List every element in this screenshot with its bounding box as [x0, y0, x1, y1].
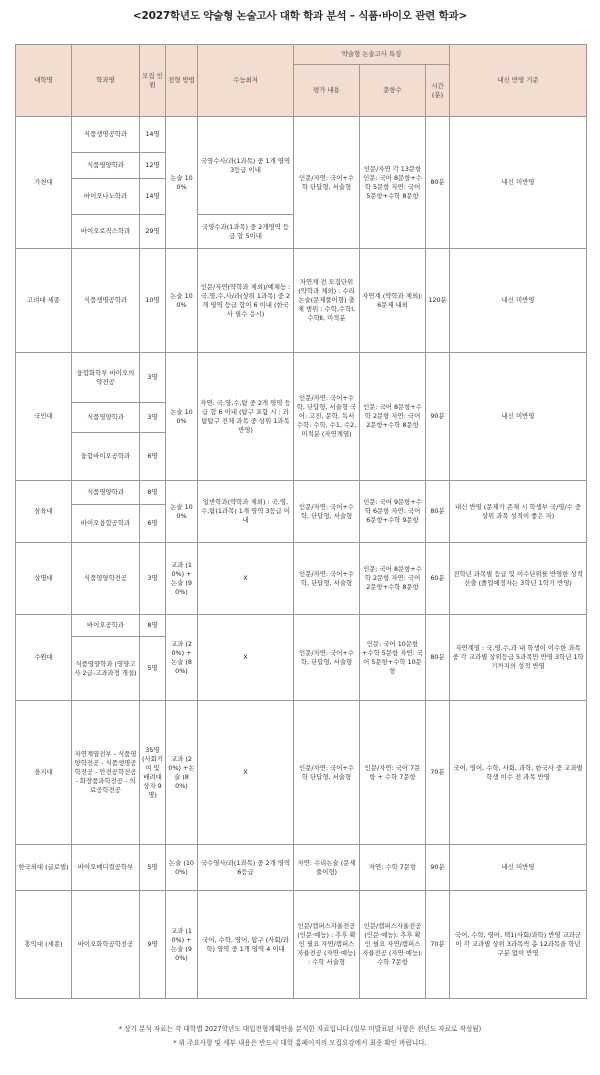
dept-name: 식품영양학과 — [72, 153, 140, 179]
eval: 인문/자연: 국어+수학, 단답형, 서술형 국어: 고전, 문학, 독서 수학: 수학, 수1, 수2, 미적분 (자연계열) — [294, 353, 360, 481]
dept-quota: 5명 — [140, 637, 166, 701]
dept-quota: 8명 — [140, 615, 166, 637]
method: 논술 (100%) — [166, 845, 198, 891]
dept-name: 바이오로직스학과 — [72, 215, 140, 249]
univ-name: 수원대 — [16, 615, 72, 701]
csat: 국수영사/과(1과목) 중 2개 영역 6등급 — [198, 845, 294, 891]
table-row — [16, 481, 587, 505]
eval: 인문/자연: 국어+수학, 단답형, 서술형 — [294, 481, 360, 543]
method: 논술 100% — [166, 353, 198, 481]
eval: 인문/캠퍼스자율전공 (인문·예능) : 추후 확인 필요 자연/캠퍼스자율전공 (자연·예능) : 수학 서술형 — [294, 891, 360, 999]
univ-name: 홍익대 (세종) — [16, 891, 72, 999]
dept-name: 융합바이오공학과 — [72, 433, 140, 481]
dept-quota: 6명 — [140, 505, 166, 543]
footnote: * 상기 분석 자료는 각 대학별 2027학년도 대입전형계획안을 분석한 자료입니다.(일부 미발표된 사항은 전년도 자료로 작성됨) — [118, 1025, 482, 1033]
dept-name: 바이오화학공학전공 — [72, 891, 140, 999]
method: 교과 (10%) + 논술 (90%) — [166, 891, 198, 999]
csat: 인문/자연(약학과 제외)/예체능 : 국,영,수,사/과(상위 1과목) 중 2개 영역 등급 합이 6 이내 (한국사 필수 응시) — [198, 249, 294, 353]
dept-quota: 10명 — [140, 249, 166, 353]
csat: X — [198, 543, 294, 615]
method: 논술 100% — [166, 481, 198, 543]
dept-quota: 5명 — [140, 845, 166, 891]
univ-name: 국민대 — [16, 353, 72, 481]
header-eval: 평가 내용 — [294, 65, 360, 117]
questions: 인문: 국어 8문항+수학 2문항 자연: 국어 2문항+수학 8문항 — [360, 353, 426, 481]
table-row — [16, 117, 587, 153]
header-dept: 학과명 — [72, 45, 140, 117]
dept-name: 바이오융합공학과 — [72, 505, 140, 543]
time: 80분 — [426, 117, 450, 249]
dept-name: 바이오메디컬공학부 — [72, 845, 140, 891]
questions: 인문/자연: 국어 7문항 + 수학 7문항 — [360, 701, 426, 845]
csat: 국영수과(1과목) 중 2개영역 등급 합 5이내 — [198, 215, 294, 249]
method: 교과 (20%) +논술 (80%) — [166, 701, 198, 845]
dept-quota: 3명 — [140, 543, 166, 615]
eval: 인문/자연: 국어+수학, 단답형, 서술형 — [294, 543, 360, 615]
gpa: 전학년 과목별 등급 및 이수단위를 반영한 성적 산출 (졸업예정자는 3학년 1학기 반영) — [450, 543, 587, 615]
eval: 인문/자연: 국어+수학, 단답형, 서술형 — [294, 615, 360, 701]
dept-name: 바이오공학과 — [72, 615, 140, 637]
dept-quota: 6명 — [140, 433, 166, 481]
dept-quota: 3명 — [140, 403, 166, 433]
eval: 인문/자연: 국어+수학 단답형, 서술형 — [294, 117, 360, 249]
eval: 인문/자연: 국어+수학 단답형, 서술형 — [294, 701, 360, 845]
header-univ: 대학명 — [16, 45, 72, 117]
page-title: <2027학년도 약술형 논술고사 대학 학과 분석 – 식품·바이오 관련 학과> — [132, 10, 468, 22]
eval: 자연: 수리논술 (문제풀이형) — [294, 845, 360, 891]
time: 60분 — [426, 543, 450, 615]
time: 80분 — [426, 481, 450, 543]
dept-name: 자연계열전부 - 식품영양학전공 - 식품생명공학전공 - 안전공학전공 - 화장품과학전공 - 의료공학전공 — [72, 701, 140, 845]
univ-name: 한국외대 (글로벌) — [16, 845, 72, 891]
table-row — [16, 701, 587, 845]
questions: 인문: 국어 9문항+수학 6문항 자연: 국어 6문항+수학 9문항 — [360, 481, 426, 543]
admissions-table — [15, 44, 587, 999]
dept-quota: 29명 — [140, 215, 166, 249]
table-row — [16, 615, 587, 637]
header-csat: 수능최저 — [198, 45, 294, 117]
time: 70분 — [426, 701, 450, 845]
univ-name: 삼육대 — [16, 481, 72, 543]
table-row — [16, 845, 587, 891]
header-time: 시간 (분) — [426, 65, 450, 117]
header-gpa: 내신 반영 기준 — [450, 45, 587, 117]
univ-name: 상명대 — [16, 543, 72, 615]
time: 70분 — [426, 891, 450, 999]
dept-quota: 12명 — [140, 153, 166, 179]
gpa: 내신 미반영 — [450, 353, 587, 481]
dept-quota: 14명 — [140, 117, 166, 153]
footnote: * 위 주요사항 및 세부 내용은 반드시 대학 홈페이지의 모집요강에서 최종 확인 바랍니다. — [173, 1039, 427, 1047]
gpa: 내신 미반영 — [450, 249, 587, 353]
dept-name: 바이오나노학과 — [72, 179, 140, 215]
dept-name: 식품생명공학과 — [72, 249, 140, 353]
time: 90분 — [426, 845, 450, 891]
dept-quota: 14명 — [140, 179, 166, 215]
dept-quota: 35명 (사회기여 및 배려대상자 9명) — [140, 701, 166, 845]
csat: 일반학과(약학과 제외) : 국,영,수,탐(1과목) 1개 영역 3등급 이내 — [198, 481, 294, 543]
gpa: 국어, 영어, 수학, 사회, 과학, 한국사 중 교과별 학생 이수 전 과목 반영 — [450, 701, 587, 845]
dept-name: 식품영양학전공 — [72, 543, 140, 615]
header-quota: 모집 인원 — [140, 45, 166, 117]
univ-name: 을지대 — [16, 701, 72, 845]
footnotes — [0, 1022, 600, 1050]
csat: 국영수사/과(1과목) 중 1개 영역 3등급 이내 — [198, 117, 294, 215]
questions: 자연: 수학 7문항 — [360, 845, 426, 891]
time: 120분 — [426, 249, 450, 353]
time: 90분 — [426, 353, 450, 481]
method: 논술 100% — [166, 249, 198, 353]
questions: 인문: 국어 8문항+수학 2문항 자연: 국어 2문항+수학 8문항 — [360, 543, 426, 615]
dept-name: 융합화학부 바이오의약전공 — [72, 353, 140, 403]
table-row — [16, 353, 587, 403]
header-questions: 문항수 — [360, 65, 426, 117]
dept-quota: 3명 — [140, 353, 166, 403]
csat: 국어, 수학, 영어, 탐구 (사회/과학) 영역 중 1개 영역 4 이내 — [198, 891, 294, 999]
questions: 자연계 (약학과 제외): 6문제 내외 — [360, 249, 426, 353]
dept-name: 식품영양학과 — [72, 403, 140, 433]
table-row — [16, 543, 587, 615]
questions: 인문/자연 각 13문항 인문: 국어 8문항+수학 5문항 자연: 국어 5문항+수학 8문항 — [360, 117, 426, 249]
gpa: 자연계열 : 국,영,수,과 내 학생이 이수한 과목 중 각 교과별 상위등급 5과목만 반영 3학년 1학기까지의 성적 반영 — [450, 615, 587, 701]
univ-name: 고려대 세종 — [16, 249, 72, 353]
gpa: 국어, 수학, 영어, 택1(사회/과학) 반영 교과군이 각 교과별 상위 3과목씩 총 12과목을 학년 구분 없이 반영 — [450, 891, 587, 999]
method: 교과 (10%) + 논술 (90%) — [166, 543, 198, 615]
questions: 인문/캠퍼스자율전공(인문·예능): 추후 확인 필요 자연/캠퍼스자율전공 (자연·예능): 수학 7문항 — [360, 891, 426, 999]
method: 교과 (20%) + 논술 (80%) — [166, 615, 198, 701]
csat: X — [198, 615, 294, 701]
dept-quota: 8명 — [140, 481, 166, 505]
table-row — [16, 891, 587, 999]
eval: 자연계 전 모집단위 (약학과 제외) : 수리논술(문제풀이형) 출제 범위 : 수학,수학Ⅰ,수학Ⅱ, 미적분 — [294, 249, 360, 353]
header-method: 전형 방법 — [166, 45, 198, 117]
gpa: 내신 미반영 — [450, 845, 587, 891]
questions: 인문: 국어 10문항+수학 5문항 자연: 국어 5문항+수학 10문항 — [360, 615, 426, 701]
csat: 자연: 국,영,수,탐 중 2개 영역 등급 합 6 이내 (탐구 포함 시 : 과탐탐구 전체 과목 중 상위 1과목 반영) — [198, 353, 294, 481]
csat: X — [198, 701, 294, 845]
dept-name: 식품영양학과 (영양고사 2급-고과과정 개설) — [72, 637, 140, 701]
gpa: 내신 미반영 — [450, 117, 587, 249]
gpa: 내신 반영 (문제가 존재 시 학생부 국/영/수 중 상위 과목 성적이 좋은 자) — [450, 481, 587, 543]
dept-name: 식품영양학과 — [72, 481, 140, 505]
dept-name: 식품생명공학과 — [72, 117, 140, 153]
method: 논술 100% — [166, 117, 198, 249]
header-feature-group: 약술형 논술고사 특징 — [294, 45, 450, 65]
time: 80분 — [426, 615, 450, 701]
dept-quota: 9명 — [140, 891, 166, 999]
univ-name: 가천대 — [16, 117, 72, 249]
table-row — [16, 249, 587, 353]
